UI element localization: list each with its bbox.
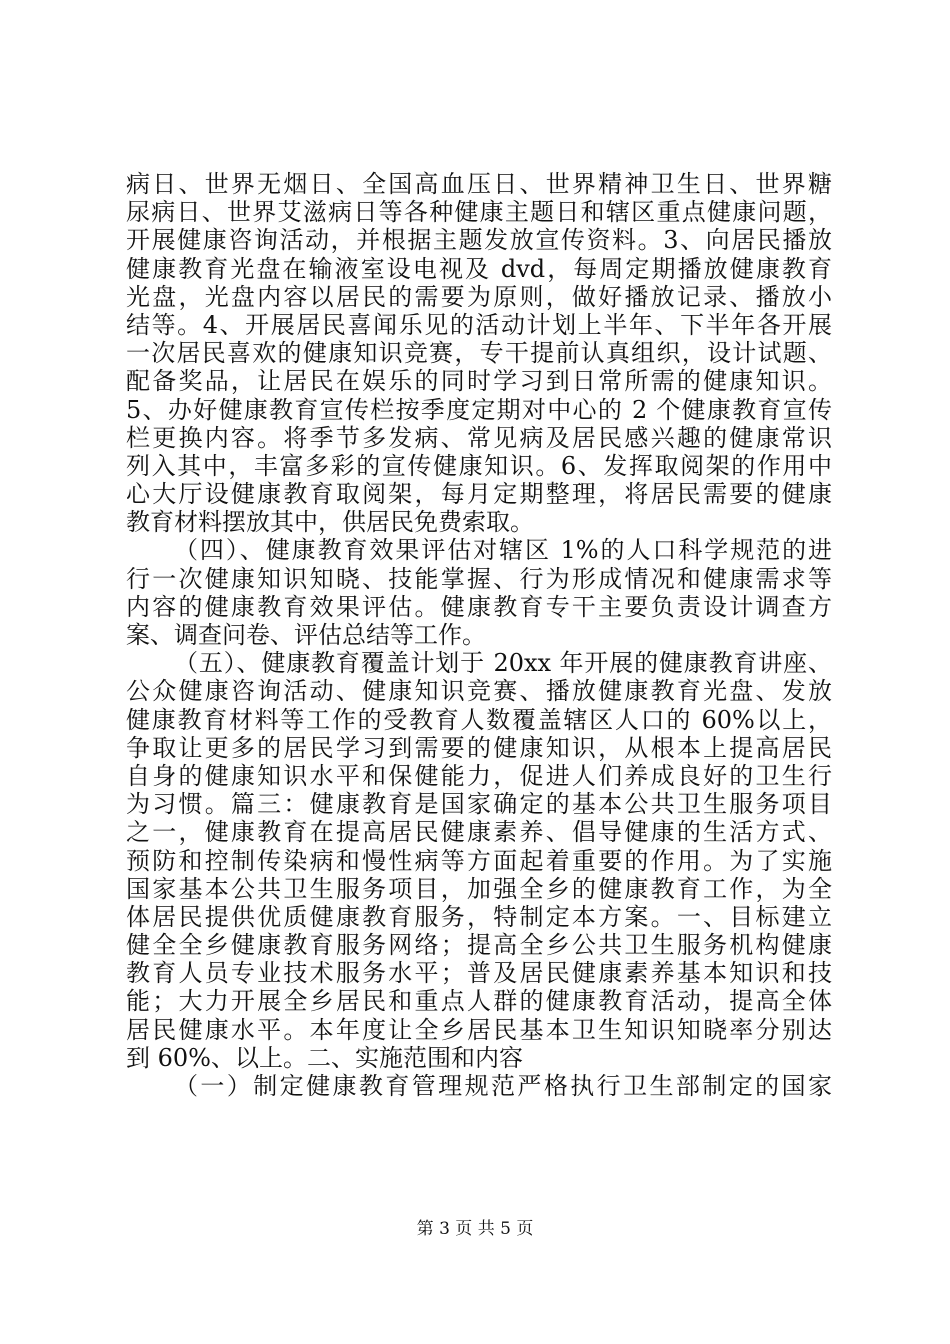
text-line: 病日、世界无烟日、全国高血压日、世界精神卫生日、世界糖: [126, 170, 832, 198]
paragraph-first-line: （一）制定健康教育管理规范严格执行卫生部制定的国家: [174, 1072, 832, 1100]
text-line: 居民健康水平。本年度让全乡居民基本卫生知识知晓率分别达: [126, 1015, 832, 1044]
text-line: 能；大力开展全乡居民和重点人群的健康教育活动，提高全体: [126, 987, 832, 1016]
paragraph-first-line: （五）、健康教育覆盖计划于 20xx 年开展的健康教育讲座、: [174, 649, 832, 678]
text-line: 预防和控制传染病和慢性病等方面起着重要的作用。为了实施: [126, 846, 832, 875]
text-line: 体居民提供优质健康教育服务，特制定本方案。一、目标建立: [126, 902, 832, 931]
text-line: 国家基本公共卫生服务项目，加强全乡的健康教育工作，为全: [126, 874, 832, 903]
text-line: 开展健康咨询活动，并根据主题发放宣传资料。3、向居民播放: [126, 226, 832, 255]
text-line: 教育材料摆放其中，供居民免费索取。: [126, 508, 534, 537]
text-line: 争取让更多的居民学习到需要的健康知识，从根本上提高居民: [126, 733, 832, 762]
text-line: 公众健康咨询活动、健康知识竞赛、播放健康教育光盘、发放: [126, 677, 832, 706]
text-line: 案、调查问卷、评估总结等工作。: [126, 621, 486, 649]
text-line: 健全全乡健康教育服务网络；提高全乡公共卫生服务机构健康: [126, 931, 832, 960]
text-line: 之一，健康教育在提高居民健康素养、倡导健康的生活方式、: [126, 818, 832, 847]
paragraph-first-line: （四）、健康教育效果评估对辖区 1%的人口科学规范的进: [174, 536, 832, 565]
text-line: 心大厅设健康教育取阅架，每月定期整理，将居民需要的健康: [126, 480, 832, 509]
text-line: 5、办好健康教育宣传栏按季度定期对中心的 2 个健康教育宣传: [126, 395, 832, 424]
text-line: 到 60%、以上。二、实施范围和内容: [126, 1043, 523, 1072]
text-line: 尿病日、世界艾滋病日等各种健康主题日和辖区重点健康问题，: [126, 198, 832, 227]
text-line: 列入其中，丰富多彩的宣传健康知识。6、发挥取阅架的作用中: [126, 451, 832, 480]
text-line: 光盘，光盘内容以居民的需要为原则，做好播放记录、播放小: [126, 282, 832, 311]
text-line: 健康教育材料等工作的受教育人数覆盖辖区人口的 60%以上，: [126, 705, 832, 734]
document-body: [126, 170, 832, 1100]
text-line: 内容的健康教育效果评估。健康教育专干主要负责设计调查方: [126, 592, 832, 621]
text-line: 配备奖品，让居民在娱乐的同时学习到日常所需的健康知识。: [126, 367, 832, 396]
text-line: 行一次健康知识知晓、技能掌握、行为形成情况和健康需求等: [126, 564, 832, 593]
text-line: 一次居民喜欢的健康知识竞赛，专干提前认真组织，设计试题、: [126, 339, 832, 368]
text-line: 为习惯。篇三：健康教育是国家确定的基本公共卫生服务项目: [126, 790, 832, 819]
text-line: 健康教育光盘在输液室设电视及 dvd，每周定期播放健康教育: [126, 254, 832, 283]
page-number-footer: 第 3 页 共 5 页: [416, 1219, 534, 1239]
text-line: 结等。4、开展居民喜闻乐见的活动计划上半年、下半年各开展: [126, 310, 832, 339]
text-line: 教育人员专业技术服务水平；普及居民健康素养基本知识和技: [126, 959, 832, 988]
text-line: 栏更换内容。将季节多发病、常见病及居民感兴趣的健康常识: [126, 423, 832, 452]
text-line: 自身的健康知识水平和保健能力，促进人们养成良好的卫生行: [126, 761, 832, 790]
